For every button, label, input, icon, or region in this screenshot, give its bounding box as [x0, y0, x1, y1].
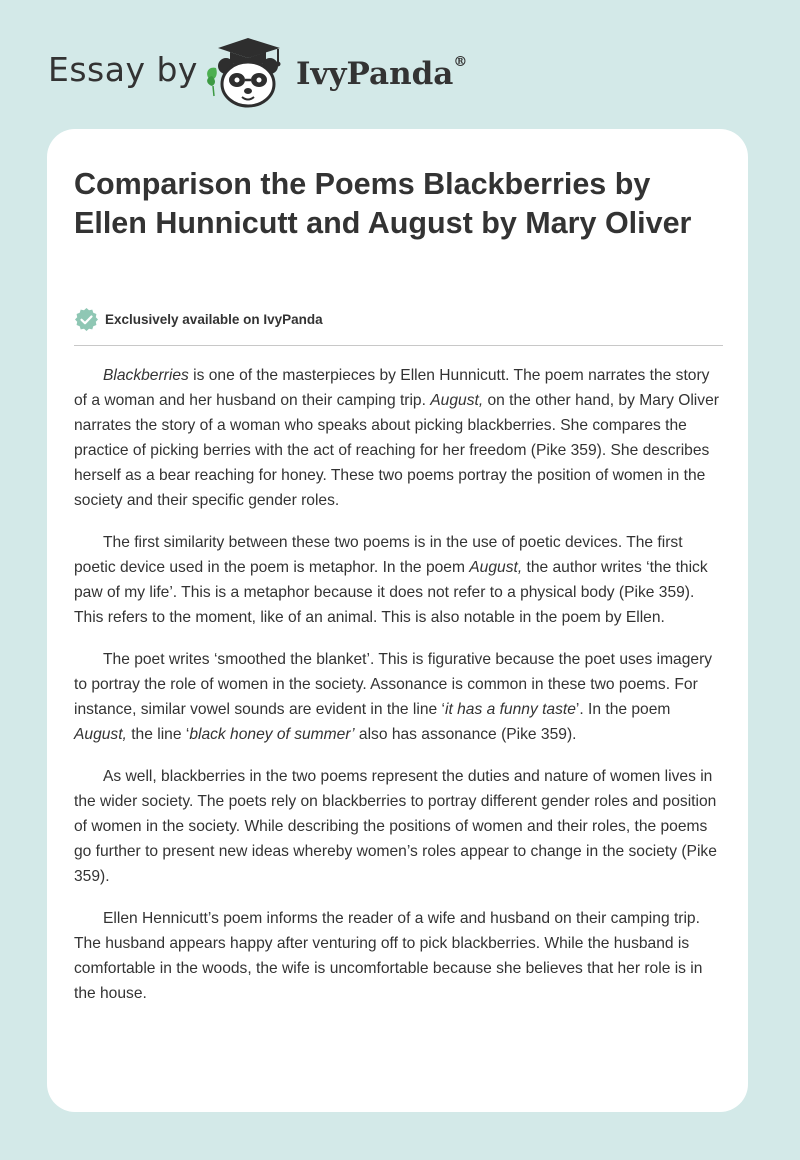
paragraph-text: on the other hand, by Mary Oliver narrates the story of a woman who speaks about picking blackberries. She compares the practice of picking berries with the act of reaching for her freedom (Pike 359). She describes herself as a bear reaching for honey. These two poems portray the position of women in the society and their specific gender roles. [74, 392, 719, 509]
paragraph-text: The poet writes ‘smoothed the blanket’. This is figurative because the poet uses imagery to portray the role of women in the society. Assonance is common in these two poems. For instance, similar vowel sounds are evident in the line ‘ [74, 651, 713, 718]
italic-text: August, [469, 559, 523, 576]
exclusive-label: Exclusively available on IvyPanda [105, 311, 323, 327]
essay-paragraph [74, 906, 726, 1006]
essay-body [74, 363, 726, 1023]
italic-text: black honey of summer’ [189, 726, 355, 743]
essay-title: Comparison the Poems Blackberries by Ellen Hunnicutt and August by Mary Oliver [74, 167, 692, 240]
exclusive-badge [74, 306, 323, 332]
registered-mark: ® [453, 54, 468, 70]
panda-logo-icon [202, 36, 294, 108]
italic-text: Blackberries [103, 367, 189, 384]
paragraph-text: the line ‘ [126, 726, 190, 743]
italic-text: it has a funny taste [444, 701, 576, 718]
site-header [48, 36, 508, 108]
essay-paragraph [74, 530, 726, 630]
essay-card [47, 129, 748, 1112]
paragraph-text: is one of the masterpieces by Ellen Hunnicutt. The poem narrates the story of a woman and her husband on their camping trip. [74, 367, 710, 409]
divider [74, 345, 723, 346]
paragraph-text: As well, blackberries in the two poems represent the duties and nature of women lives in the wider society. The poets rely on blackberries to portray different gender roles and position of women in the society. While describing the positions of women and their roles, the poems go further to present new ideas whereby women’s roles appear to change in the society (Pike 359). [74, 768, 717, 885]
italic-text: August, [74, 726, 127, 743]
paragraph-text: the author writes ‘the thick paw of my life’. This is a metaphor because it does not refer to a physical body (Pike 359). This refers to the moment, like of an animal. This is also notable in the poem by Ellen. [74, 559, 708, 626]
check-badge-icon [74, 307, 99, 332]
essay-paragraph [74, 764, 726, 889]
essay-paragraph [74, 363, 726, 513]
paragraph-text: ’. In the poem [575, 701, 671, 718]
paragraph-text: Ellen Hennicutt’s poem informs the reader of a wife and husband on their camping trip. The husband appears happy after venturing off to pick blackberries. While the husband is comfortable in the woods, the wife is uncomfortable because she believes that her role is in the house. [74, 910, 703, 1002]
brand-name: IvyPanda® [296, 54, 468, 92]
paragraph-text: also has assonance (Pike 359). [354, 726, 577, 743]
essay-by-label: Essay by [48, 50, 198, 89]
paragraph-text: The first similarity between these two poems is in the use of poetic devices. The first poetic device used in the poem is metaphor. In the poem [74, 534, 683, 576]
italic-text: August, [430, 392, 484, 409]
essay-paragraph [74, 647, 726, 747]
